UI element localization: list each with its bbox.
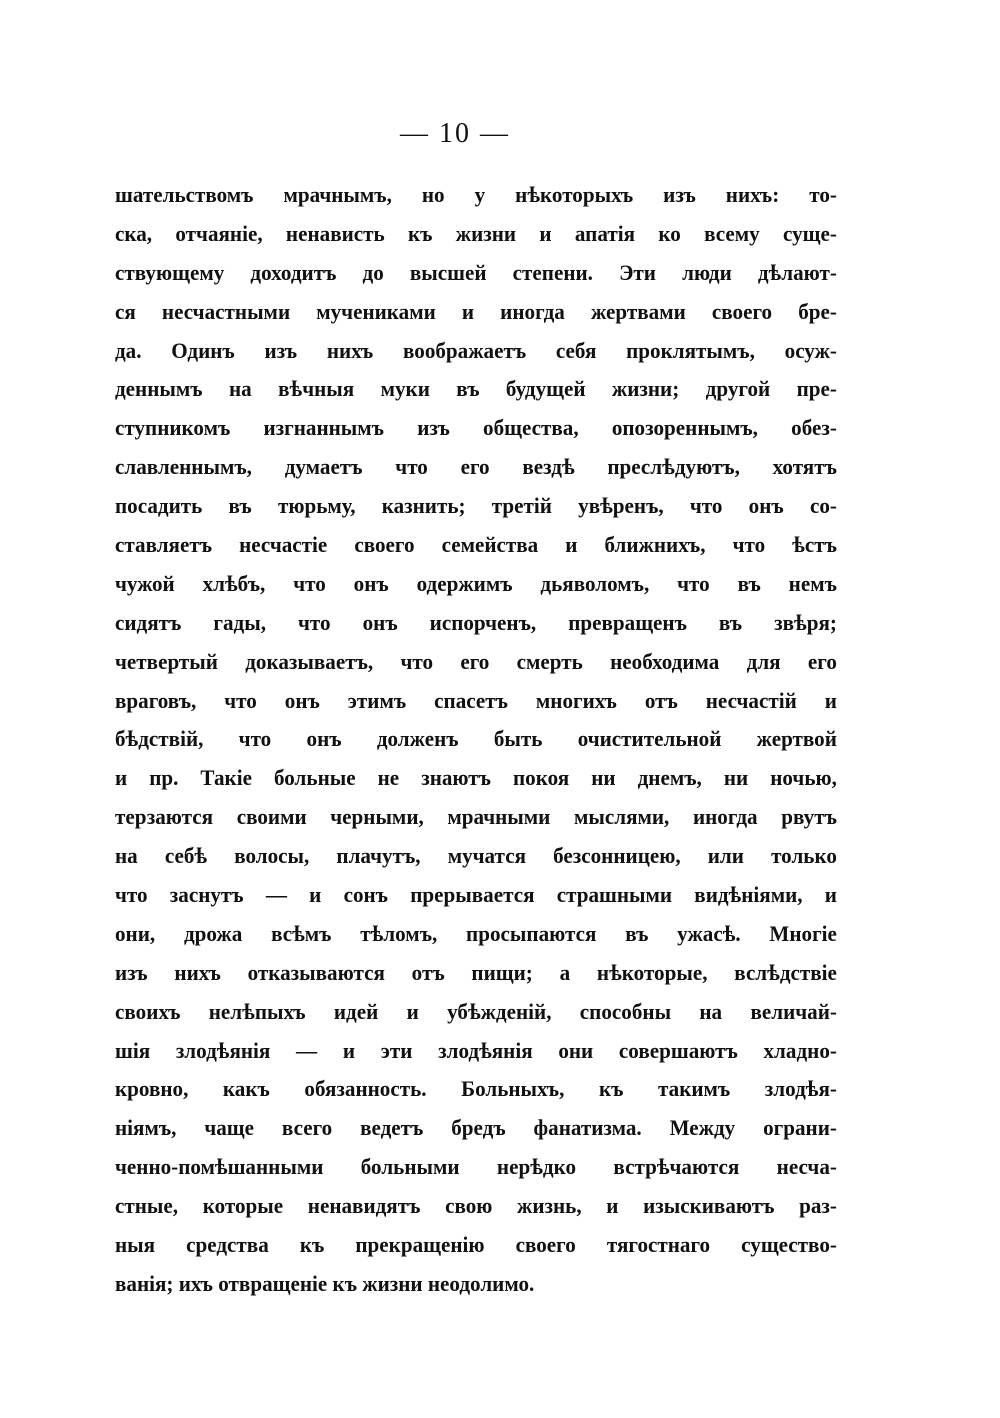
text-line: ченно-помѣшанными больными нерѣдко встрѣчаются несча-: [115, 1154, 837, 1180]
text-line: ныя средства къ прекращенію своего тягостнаго существо-: [115, 1232, 837, 1258]
text-line: стные, которые ненавидятъ свою жизнь, и изыскиваютъ раз-: [115, 1193, 837, 1219]
text-line: ванія; ихъ отвращеніе къ жизни неодолимо.: [115, 1270, 535, 1296]
text-line: чужой хлѣбъ, что онъ одержимъ дьяволомъ, что въ немъ: [115, 570, 837, 596]
text-line: ступникомъ изгнаннымъ изъ общества, опозореннымъ, обез-: [115, 415, 837, 441]
page-number: — 10 —: [400, 118, 510, 149]
body-text: [115, 176, 837, 1304]
text-line: деннымъ на вѣчныя муки въ будущей жизни; другой пре-: [115, 376, 837, 402]
text-line: да. Одинъ изъ нихъ воображаетъ себя проклятымъ, осуж-: [115, 337, 837, 363]
text-line: ся несчастными мучениками и иногда жертвами своего бре-: [115, 298, 837, 324]
text-line: шія злодѣянія — и эти злодѣянія они совершаютъ хладно-: [115, 1037, 837, 1063]
text-line: изъ нихъ отказываются отъ пищи; а нѣкоторые, вслѣдствіе: [115, 959, 837, 985]
text-line: четвертый доказываетъ, что его смерть необходима для его: [115, 648, 837, 674]
text-line: на себѣ волосы, плачутъ, мучатся безсонницею, или только: [115, 843, 837, 869]
text-line: славленнымъ, думаетъ что его вездѣ преслѣдуютъ, хотятъ: [115, 454, 837, 480]
text-line: что заснутъ — и сонъ прерывается страшными видѣніями, и: [115, 882, 837, 908]
text-line: и пр. Такіе больные не знаютъ покоя ни днемъ, ни ночью,: [115, 765, 837, 791]
text-line: кровно, какъ обязанность. Больныхъ, къ такимъ злодѣя-: [115, 1076, 837, 1102]
text-line: терзаются своими черными, мрачными мыслями, иногда рвутъ: [115, 804, 837, 830]
text-line: они, дрожа всѣмъ тѣломъ, просыпаются въ ужасѣ. Многіе: [115, 920, 837, 946]
text-line: посадить въ тюрьму, казнить; третій увѣренъ, что онъ со-: [115, 493, 837, 519]
text-line: своихъ нелѣпыхъ идей и убѣжденій, способны на величай-: [115, 998, 837, 1024]
text-line: шательствомъ мрачнымъ, но у нѣкоторыхъ изъ нихъ: то-: [115, 182, 837, 207]
text-line: сидятъ гады, что онъ испорченъ, превращенъ въ звѣря;: [115, 609, 837, 635]
text-line: ніямъ, чаще всего ведетъ бредъ фанатизма. Между ограни-: [115, 1115, 837, 1141]
text-line: ставляетъ несчастіе своего семейства и ближнихъ, что ѣстъ: [115, 532, 837, 558]
text-line: бѣдствій, что онъ долженъ быть очистительной жертвой: [115, 726, 837, 752]
text-line: ска, отчаяніе, ненависть къ жизни и апатія ко всему суще-: [115, 220, 837, 246]
text-line: враговъ, что онъ этимъ спасетъ многихъ отъ несчастій и: [115, 687, 837, 713]
text-line: ствующему доходитъ до высшей степени. Эти люди дѣлают-: [115, 259, 837, 285]
